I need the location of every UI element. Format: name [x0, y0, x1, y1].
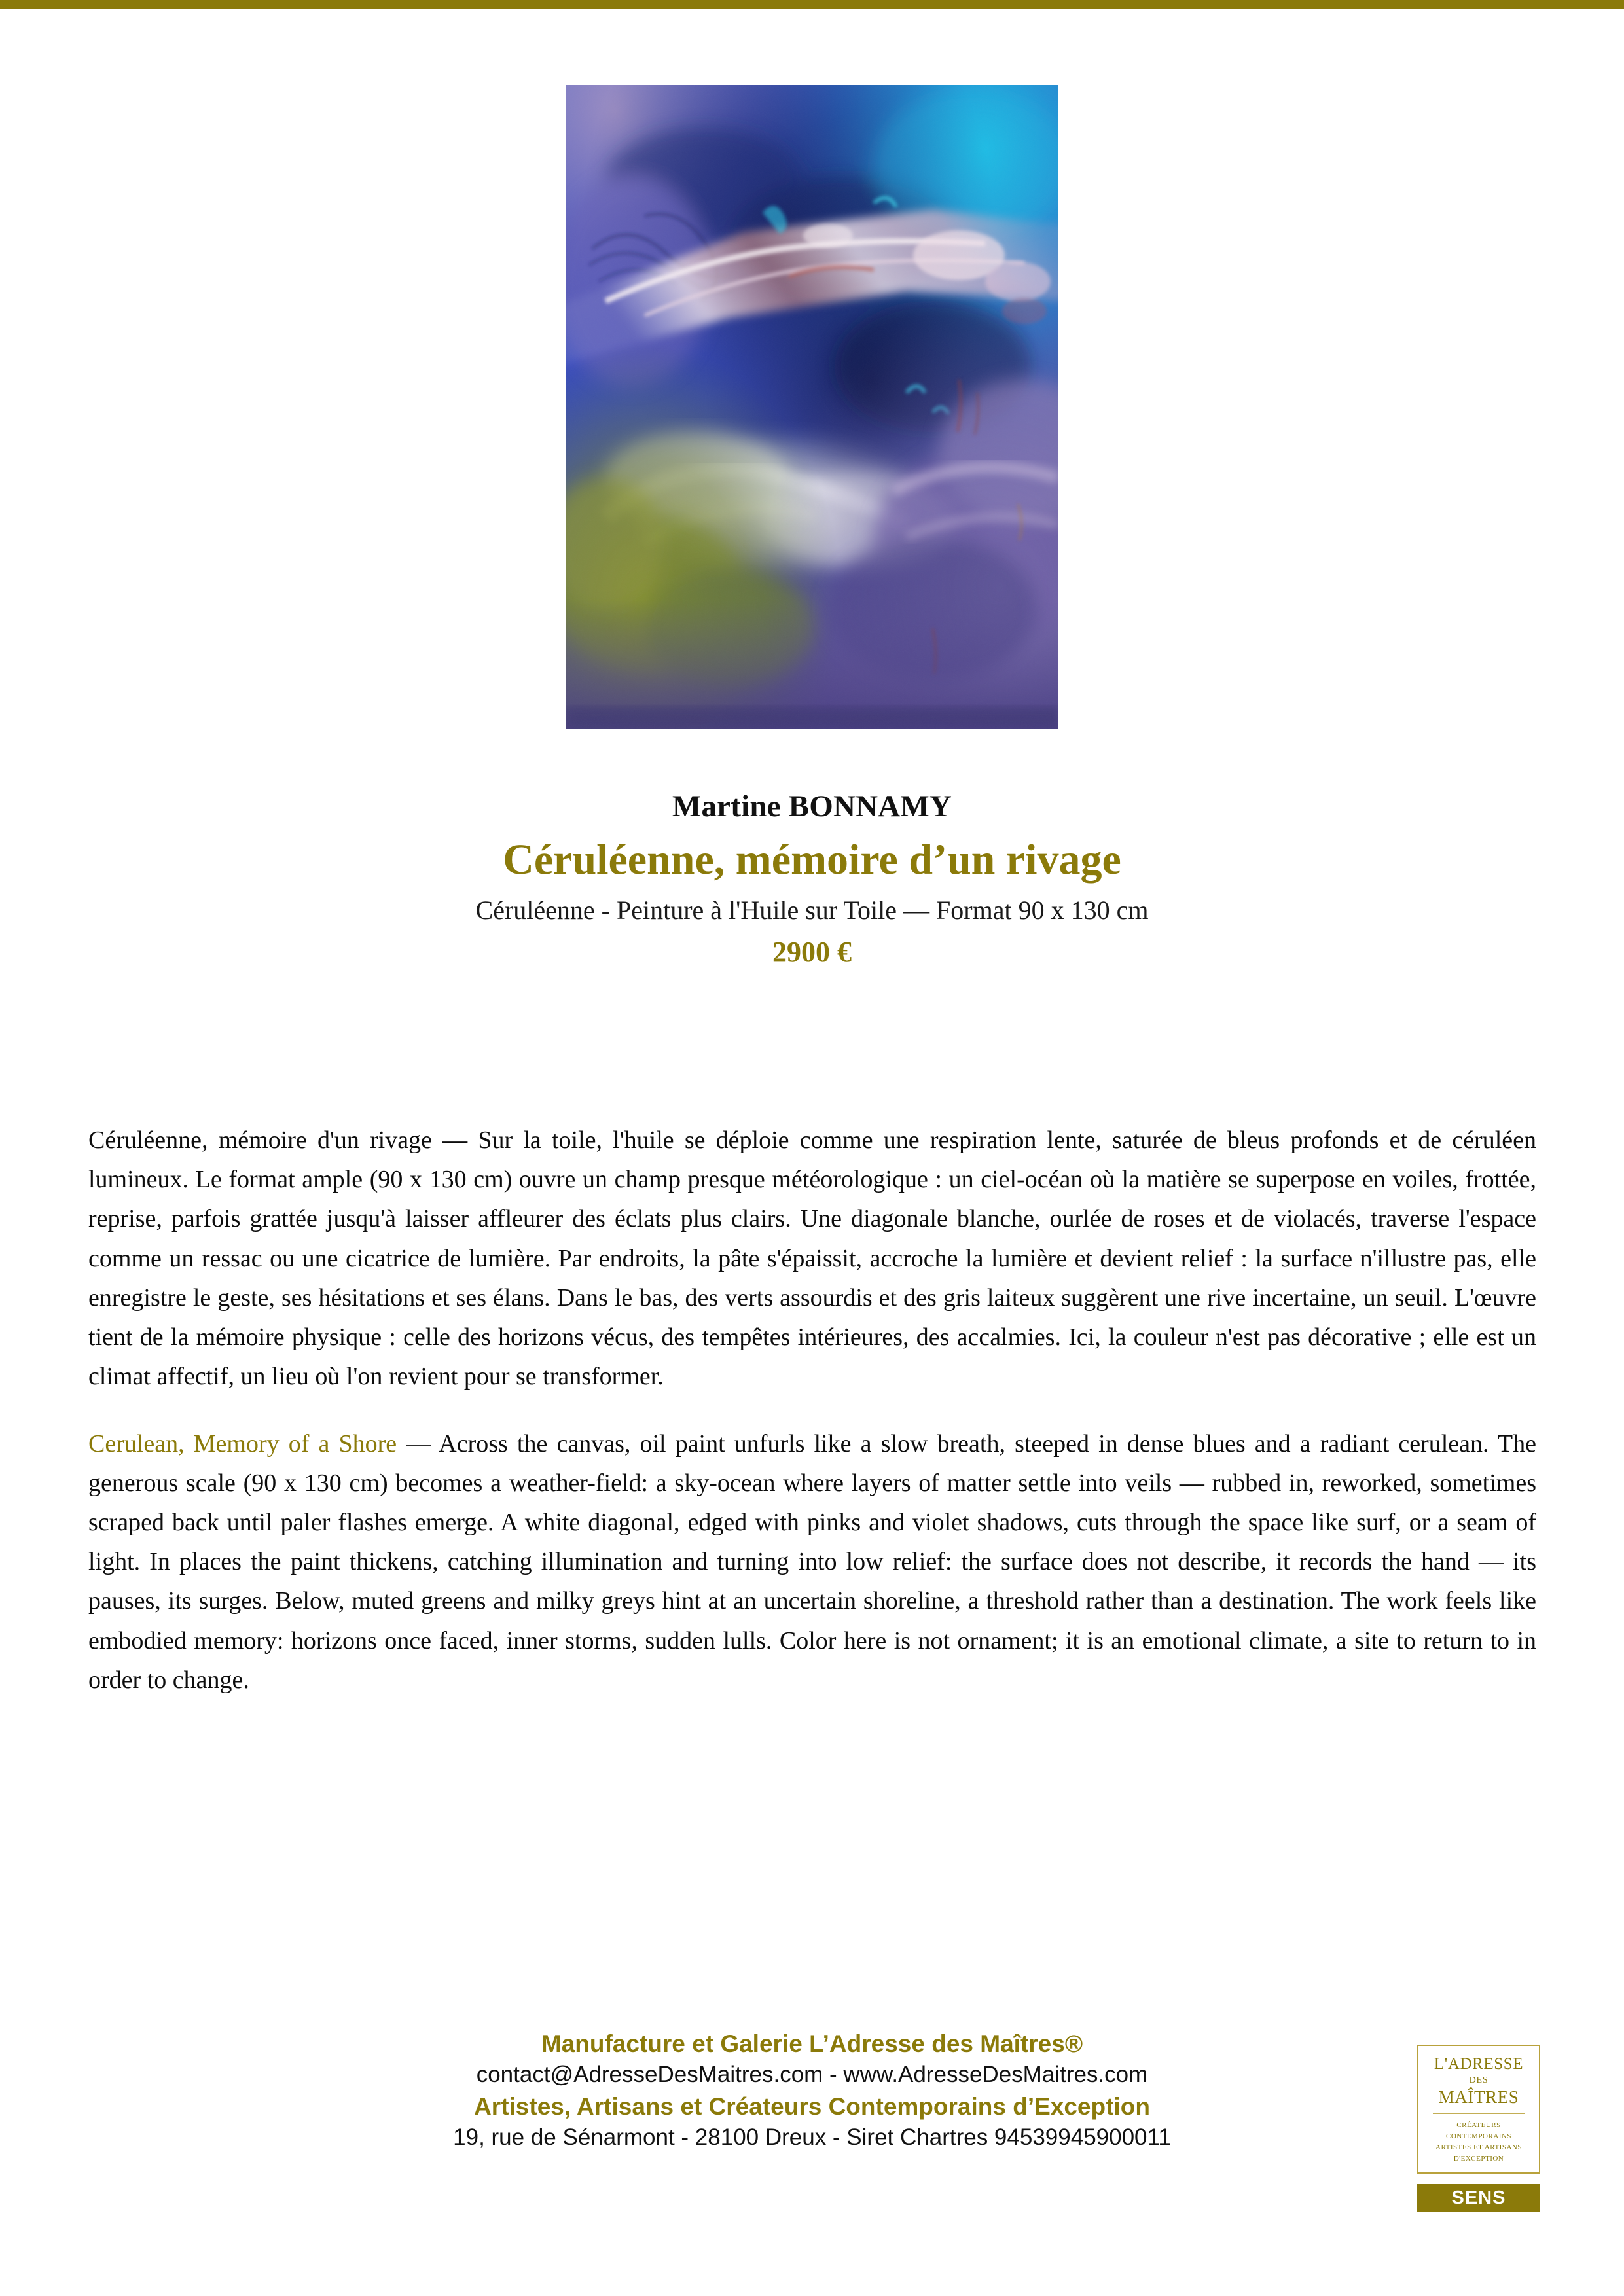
description-body [88, 1121, 1536, 1700]
footer [0, 2028, 1624, 2153]
footer-company-name: Manufacture et Galerie L’Adresse des Maîtres® [541, 2030, 1083, 2057]
footer-address: 19, rue de Sénarmont - 28100 Dreux - Siret Chartres 94539945900011 [453, 2124, 1171, 2150]
logo-line-adresse: L'ADRESSE [1434, 2055, 1524, 2073]
logo-sub-exception: D'EXCEPTION [1453, 2155, 1504, 2163]
title-block [0, 789, 1624, 970]
brand-logo-area [1417, 2045, 1540, 2212]
footer-contact[interactable]: contact@AdresseDesMaitres.com - www.AdresseDesMaitres.com [476, 2062, 1148, 2088]
artwork-price: 2900 € [772, 935, 852, 968]
logo-line-des: DES [1469, 2075, 1489, 2085]
artwork-title: Céruléenne, mémoire d’un rivage [503, 836, 1121, 884]
logo-sub-createurs: CRÉATEURS CONTEMPORAINS [1445, 2121, 1511, 2141]
artwork-subtitle: Céruléenne - Peinture à l'Huile sur Toile — Format 90 x 130 cm [475, 895, 1149, 925]
paragraph-french [88, 1121, 1536, 1397]
logo-box [1417, 2045, 1540, 2174]
english-lead-in: Cerulean, Memory of a Shore [88, 1429, 397, 1458]
painting-artwork [566, 85, 1058, 729]
artwork-image-frame [566, 85, 1058, 729]
top-gold-bar [0, 0, 1624, 9]
footer-tagline: Artistes, Artisans et Créateurs Contemporains d’Exception [474, 2092, 1150, 2120]
sens-badge: SENS [1417, 2184, 1540, 2212]
logo-divider [1433, 2113, 1525, 2114]
french-lead-in: Céruléenne, mémoire d'un rivage [88, 1126, 432, 1154]
french-body-text: — Sur la toile, l'huile se déploie comme une respiration lente, saturée de bleus profonds et de céruléen lumineux. Le format ample (90 x 130 cm) ouvre un champ presque météorologique : un ciel-océan où la matière se superpose en voiles, frottée, reprise, parfois grattée jusqu'à laisser affleurer des éclats plus clairs. Une diagonale blanche, ourlée de roses et de violacés, traverse l'espace comme un ressac ou une cicatrice de lumière. Par endroits, la pâte s'épaissit, accroche la lumière et devient relief : la surface n'illustre pas, elle enregistre le geste, ses hésitations et ses élans. Dans le bas, des verts assourdis et des gris laiteux suggèrent une rive incertaine, un seuil. L'œuvre tient de la mémoire physique : celle des horizons vécus, des tempêtes intérieures, des accalmies. Ici, la couleur n'est pas décorative ; elle est un climat affectif, un lieu où l'on revient pour se transformer. [88, 1126, 1537, 1391]
logo-line-maitres: MAÎTRES [1438, 2087, 1519, 2107]
logo-sub-artistes: ARTISTES ET ARTISANS [1435, 2144, 1522, 2152]
artist-name: Martine BONNAMY [672, 789, 952, 823]
english-body-text: — Across the canvas, oil paint unfurls like a slow breath, steeped in dense blues and a radiant cerulean. The generous scale (90 x 130 cm) becomes a weather-field: a sky-ocean where layers of matter settle into veils — rubbed in, reworked, sometimes scraped back until paler flashes emerge. A white diagonal, edged with pinks and violet shadows, cuts through the space like surf, or a seam of light. In places the paint thickens, catching illumination and turning into low relief: the surface does not describe, it records the hand — its pauses, its surges. Below, muted greens and milky greys hint at an uncertain shoreline, a threshold rather than a destination. The work feels like embodied memory: horizons once faced, inner storms, sudden lulls. Color here is not ornament; it is an emotional climate, a site to return to in order to change. [88, 1429, 1537, 1694]
paragraph-english [88, 1424, 1536, 1700]
